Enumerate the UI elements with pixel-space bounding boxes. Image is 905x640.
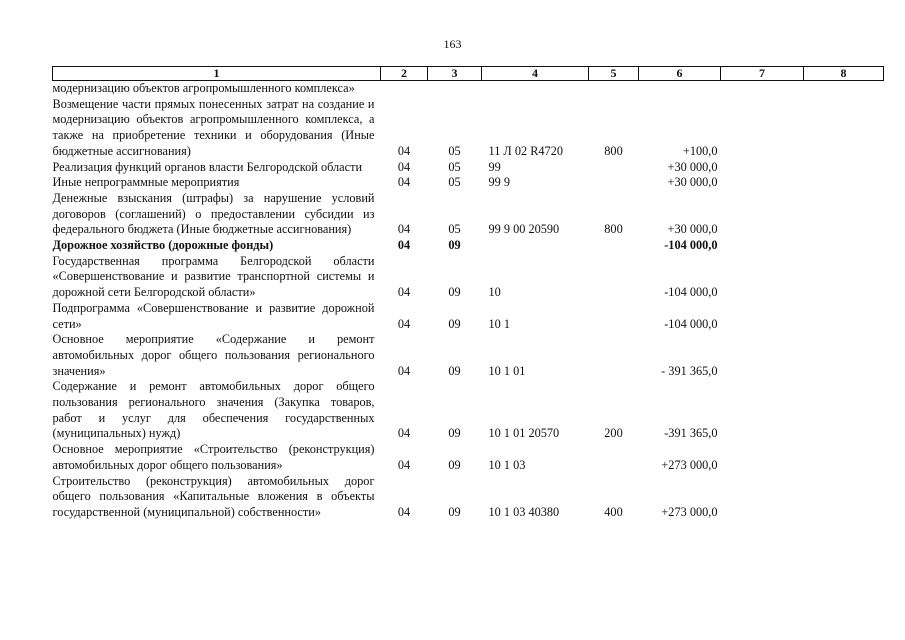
header-col-1: 1 xyxy=(53,67,381,81)
row-col-8 xyxy=(804,379,884,442)
row-col-7 xyxy=(721,160,804,176)
row-section: 04 xyxy=(397,316,411,331)
row-expense-type xyxy=(589,332,639,379)
row-amount: +30 000,0 xyxy=(667,222,718,237)
row-description: Государственная программа Белгородской области «Совершенствование и развитие транспортной системы и дорожной сети Белгородской области» xyxy=(52,253,375,300)
row-target-code: 10 1 01 xyxy=(488,363,526,378)
header-col-2: 2 xyxy=(381,67,428,81)
table-row xyxy=(53,175,884,191)
table-row xyxy=(53,442,884,473)
row-col-7 xyxy=(721,474,804,521)
row-col-8 xyxy=(804,254,884,301)
row-expense-type xyxy=(589,81,639,97)
header-col-7: 7 xyxy=(721,67,804,81)
row-subsection: 05 xyxy=(448,159,461,174)
row-amount: -104 000,0 xyxy=(664,316,718,331)
row-col-8 xyxy=(804,160,884,176)
row-description: модернизацию объектов агропромышленного комплекса» xyxy=(52,81,355,95)
table-row xyxy=(53,332,884,379)
row-target-code: 10 1 03 xyxy=(488,457,526,472)
row-col-7 xyxy=(721,442,804,473)
table-row xyxy=(53,301,884,332)
row-col-8 xyxy=(804,191,884,238)
row-expense-type: 800 xyxy=(604,143,623,158)
row-col-8 xyxy=(804,332,884,379)
row-subsection: 05 xyxy=(448,222,461,237)
row-section: 04 xyxy=(397,285,411,300)
row-col-7 xyxy=(721,238,804,254)
table-row xyxy=(53,191,884,238)
row-subsection: 09 xyxy=(448,285,461,300)
row-target-code: 10 1 01 20570 xyxy=(488,426,560,441)
row-section xyxy=(381,81,428,97)
row-target-code xyxy=(482,238,589,254)
row-description: Основное мероприятие «Строительство (реконструкция) автомобильных дорог общего пользования» xyxy=(52,442,375,472)
header-col-3: 3 xyxy=(428,67,482,81)
row-expense-type: 200 xyxy=(604,426,623,441)
row-amount: - 391 365,0 xyxy=(661,363,718,378)
row-description: Подпрограмма «Совершенствование и развитие дорожной сети» xyxy=(52,300,375,331)
row-description: Строительство (реконструкция) автомобильных дорог общего пользования «Капитальные вложения в объекты государственной (муниципальной) собственности» xyxy=(52,473,375,519)
row-description: Основное мероприятие «Содержание и ремонт автомобильных дорог общего пользования регионального значения» xyxy=(52,332,375,378)
row-amount: +30 000,0 xyxy=(667,175,718,190)
row-col-7 xyxy=(721,254,804,301)
row-amount: -104 000,0 xyxy=(664,238,718,253)
row-subsection: 05 xyxy=(448,143,461,158)
page-number: 163 xyxy=(443,37,462,51)
header-col-8: 8 xyxy=(804,67,884,81)
row-col-8 xyxy=(804,442,884,473)
row-subsection: 09 xyxy=(448,426,461,441)
header-col-4: 4 xyxy=(482,67,589,81)
table-row xyxy=(53,379,884,442)
row-subsection: 09 xyxy=(448,363,461,378)
row-col-8 xyxy=(804,175,884,191)
header-col-5: 5 xyxy=(589,67,639,81)
row-subsection: 09 xyxy=(448,316,461,331)
row-expense-type xyxy=(589,160,639,176)
row-col-8 xyxy=(804,474,884,521)
row-section: 04 xyxy=(397,457,411,472)
row-description: Денежные взыскания (штрафы) за нарушение условий договоров (соглашений) о предоставлении субсидии из федерального бюджета (Иные бюджетные ассигнования) xyxy=(52,190,375,237)
table-row xyxy=(53,238,884,254)
row-amount: +100,0 xyxy=(682,143,718,158)
row-amount: +30 000,0 xyxy=(667,159,718,174)
row-target-code: 10 xyxy=(488,285,501,300)
budget-table xyxy=(52,66,884,521)
row-col-8 xyxy=(804,301,884,332)
row-section: 04 xyxy=(397,238,411,253)
row-target-code: 10 1 xyxy=(488,316,511,331)
row-description: Содержание и ремонт автомобильных дорог общего пользования регионального значения (Закупка товаров, работ и услуг для обеспечения государственных (муниципальных) нужд) xyxy=(52,379,375,441)
row-expense-type xyxy=(589,238,639,254)
row-expense-type xyxy=(589,175,639,191)
row-target-code: 99 9 xyxy=(488,175,511,190)
row-col-7 xyxy=(721,97,804,160)
table-row xyxy=(53,474,884,521)
row-section: 04 xyxy=(397,363,411,378)
row-subsection: 09 xyxy=(448,457,461,472)
row-target-code xyxy=(482,81,589,97)
row-amount: -104 000,0 xyxy=(664,285,718,300)
row-section: 04 xyxy=(397,159,411,174)
table-row xyxy=(53,254,884,301)
row-col-7 xyxy=(721,301,804,332)
row-target-code: 11 Л 02 R4720 xyxy=(488,143,563,158)
table-row xyxy=(53,160,884,176)
row-section: 04 xyxy=(397,504,411,519)
row-col-7 xyxy=(721,379,804,442)
row-col-7 xyxy=(721,81,804,97)
row-col-7 xyxy=(721,175,804,191)
row-section: 04 xyxy=(397,175,411,190)
row-subsection: 09 xyxy=(448,504,461,519)
row-col-7 xyxy=(721,191,804,238)
row-expense-type xyxy=(589,442,639,473)
table-header-row xyxy=(53,67,884,81)
row-section: 04 xyxy=(397,143,411,158)
row-amount: -391 365,0 xyxy=(664,426,718,441)
row-section: 04 xyxy=(397,222,411,237)
row-target-code: 99 xyxy=(488,159,501,174)
header-col-6: 6 xyxy=(639,67,721,81)
row-expense-type: 800 xyxy=(604,222,623,237)
row-amount: +273 000,0 xyxy=(661,457,718,472)
row-expense-type: 400 xyxy=(604,504,623,519)
row-expense-type xyxy=(589,254,639,301)
row-target-code: 10 1 03 40380 xyxy=(488,504,560,519)
row-col-8 xyxy=(804,238,884,254)
row-subsection xyxy=(428,81,482,97)
row-col-8 xyxy=(804,97,884,160)
row-col-7 xyxy=(721,332,804,379)
row-section: 04 xyxy=(397,426,411,441)
table-row xyxy=(53,81,884,97)
row-expense-type xyxy=(589,301,639,332)
table-body xyxy=(53,81,884,521)
row-description: Реализация функций органов власти Белгородской области xyxy=(52,159,363,174)
row-description: Иные непрограммные мероприятия xyxy=(52,175,240,190)
row-amount: +273 000,0 xyxy=(661,504,718,519)
row-description: Дорожное хозяйство (дорожные фонды) xyxy=(52,238,274,253)
row-target-code: 99 9 00 20590 xyxy=(488,222,560,237)
row-amount xyxy=(639,81,721,97)
row-subsection: 09 xyxy=(448,238,461,253)
row-col-8 xyxy=(804,81,884,97)
row-subsection: 05 xyxy=(448,175,461,190)
row-description: Возмещение части прямых понесенных затрат на создание и модернизацию объектов агропромышленного комплекса, а также на приобретение техники и оборудования (Иные бюджетные ассигнования) xyxy=(52,96,375,158)
table-row xyxy=(53,97,884,160)
